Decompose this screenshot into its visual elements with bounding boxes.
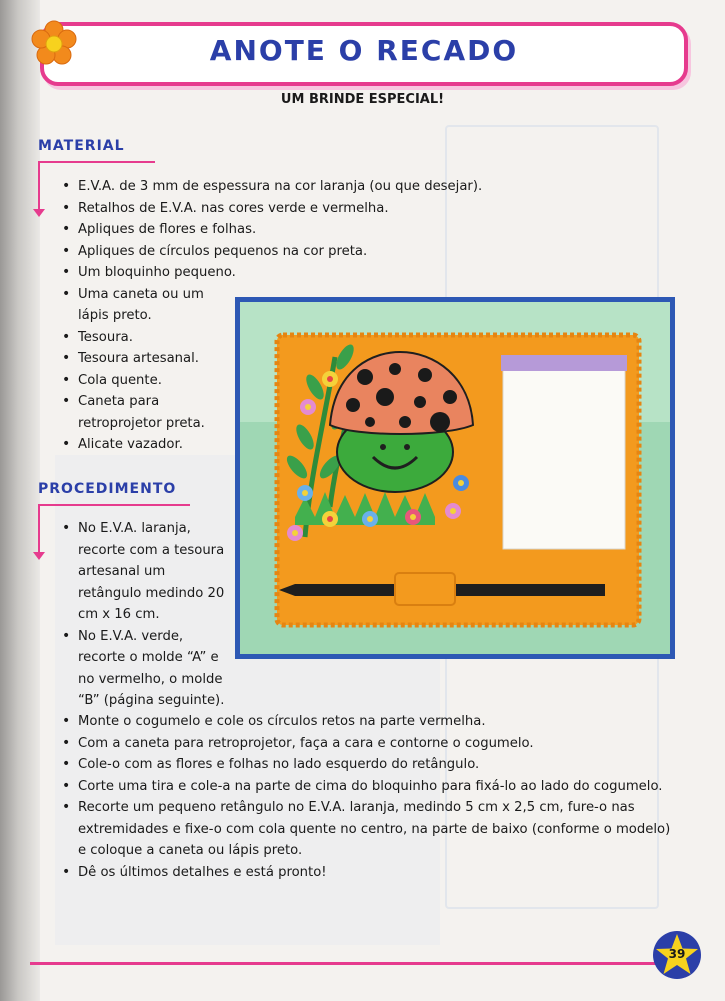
list-item: • Monte o cogumelo e cole os círculos retos na parte vermelha. xyxy=(58,711,680,733)
list-item: • Uma caneta ou um lápis preto. xyxy=(58,284,228,327)
list-item: • Cola quente. xyxy=(58,370,228,392)
list-item: • Tesoura. xyxy=(58,327,228,349)
title-banner xyxy=(40,22,688,86)
list-item: • Retalhos de E.V.A. nas cores verde e vermelha. xyxy=(58,198,578,220)
list-item: • Apliques de círculos pequenos na cor preta. xyxy=(58,241,578,263)
flower-icon xyxy=(30,20,78,68)
notepad-strip xyxy=(501,355,627,371)
page-title: ANOTE O RECADO xyxy=(209,34,519,67)
list-item: • Apliques de flores e folhas. xyxy=(58,219,578,241)
material-heading: MATERIAL xyxy=(38,138,125,154)
page-number: 39 xyxy=(668,947,686,961)
procedimento-list-bottom xyxy=(58,711,680,883)
list-item: • E.V.A. de 3 mm de espessura na cor laranja (ou que desejar). xyxy=(58,176,578,198)
procedimento-heading-arrow xyxy=(38,504,40,554)
list-item: • Com a caneta para retroprojetor, faça a cara e contorne o cogumelo. xyxy=(58,733,680,755)
list-item: • Dê os últimos detalhes e está pronto! xyxy=(58,862,680,884)
list-item: • Tesoura artesanal. xyxy=(58,348,228,370)
procedimento-heading: PROCEDIMENTO xyxy=(38,481,177,497)
list-item: • No E.V.A. laranja, recorte com a tesoura artesanal um retângulo medindo 20 cm x 16 cm. xyxy=(58,518,228,626)
procedimento-list-top xyxy=(58,518,228,712)
list-item: • Caneta para retroprojetor preta. xyxy=(58,391,228,434)
list-item: • No E.V.A. verde, recorte o molde “A” e no vermelho, o molde “B” (página seguinte). xyxy=(58,626,228,712)
footer-line xyxy=(30,962,662,965)
pencil-holder xyxy=(395,573,455,605)
list-item: • Alicate vazador. xyxy=(58,434,228,456)
craft-photo xyxy=(235,297,675,659)
book-spine-shadow xyxy=(0,0,40,1001)
procedimento-heading-underline xyxy=(40,504,190,506)
list-item: • Corte uma tira e cole-a na parte de cima do bloquinho para fixá-lo ao lado do cogumelo. xyxy=(58,776,680,798)
material-heading-arrow xyxy=(38,161,40,211)
list-item: • Um bloquinho pequeno. xyxy=(58,262,578,284)
list-item: • Cole-o com as flores e folhas no lado esquerdo do retângulo. xyxy=(58,754,680,776)
list-item: • Recorte um pequeno retângulo no E.V.A. laranja, medindo 5 cm x 2,5 cm, fure-o nas extremidades e fixe-o com cola quente no centro, na parte de baixo (conforme o modelo) e coloque a caneta ou lápis preto. xyxy=(58,797,680,862)
subtitle: UM BRINDE ESPECIAL! xyxy=(280,92,445,107)
material-heading-underline xyxy=(40,161,155,163)
material-list xyxy=(58,176,483,456)
notepad xyxy=(503,357,625,549)
